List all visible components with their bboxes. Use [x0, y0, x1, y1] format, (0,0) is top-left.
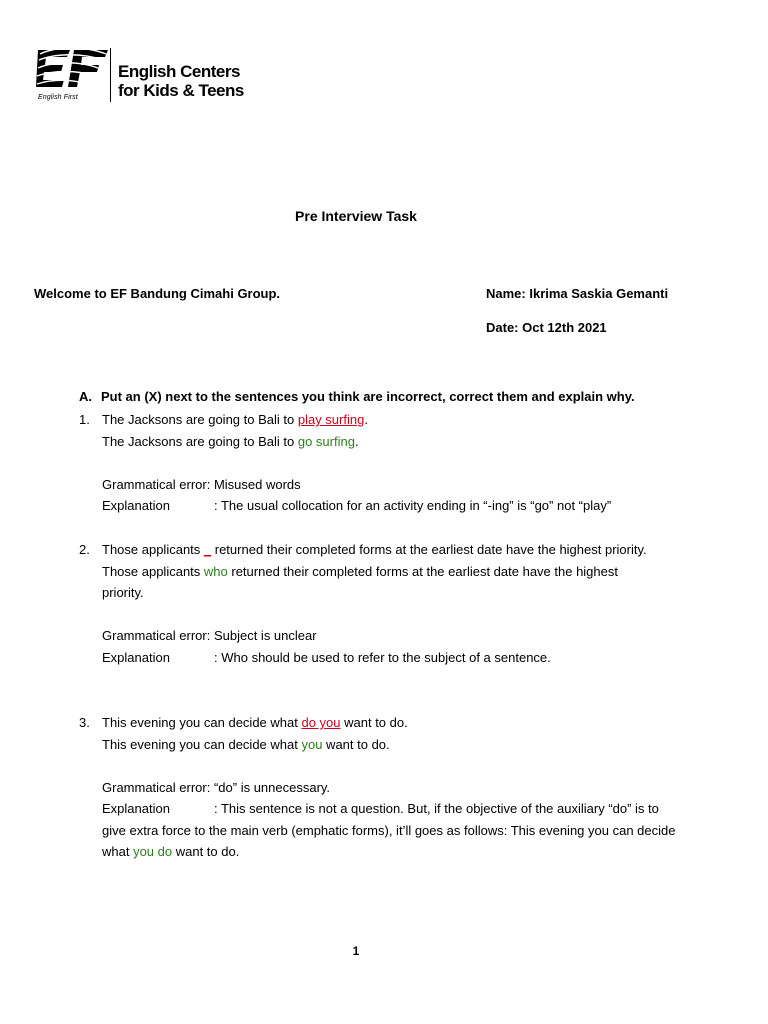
correction-highlight: you do — [133, 844, 173, 859]
explanation-label: Explanation — [102, 498, 170, 513]
welcome-text: Welcome to EF Bandung Cimahi Group. — [34, 286, 281, 301]
item-number: 3. — [79, 715, 90, 730]
sentence-text: Those applicants — [102, 542, 204, 557]
explanation — [102, 798, 680, 863]
error-highlight: play surfing — [297, 412, 365, 427]
sentence-text: returned their completed forms at the earliest date have the highest priority. — [211, 542, 647, 557]
correction-highlight: who — [203, 563, 228, 579]
ef-logo — [36, 44, 276, 106]
item-number: 1. — [79, 412, 90, 427]
incorrect-sentence — [102, 409, 679, 431]
grammatical-error: Grammatical error: Subject is unclear — [102, 628, 317, 643]
page-number: 1 — [352, 944, 360, 958]
explanation-label: Explanation — [102, 801, 170, 816]
corrected-sentence — [102, 431, 679, 453]
sentence-text: . — [364, 412, 368, 427]
explanation-label: Explanation — [102, 649, 170, 665]
sentence-text: . — [354, 433, 359, 449]
explanation-text: : Who should be used to refer to the subject of a sentence. — [214, 649, 551, 665]
sentence-text: want to do. — [340, 715, 408, 730]
logo-wordmark — [118, 62, 244, 100]
sentence-text: The Jacksons are going to Bali to — [102, 412, 298, 427]
section-a-marker: A. — [79, 389, 92, 404]
logo-tagline: English First — [38, 94, 78, 101]
section-a-instructions: Put an (X) next to the sentences you think are incorrect, correct them and explain why. — [101, 389, 635, 404]
logo-divider — [110, 48, 111, 102]
ef-logo-mark — [36, 44, 114, 94]
question-item-2 — [79, 539, 679, 668]
correction-highlight: go surfing — [297, 433, 355, 449]
question-item-3 — [79, 712, 679, 863]
grammatical-error: Grammatical error: “do” is unnecessary. — [102, 779, 331, 795]
sentence-text: The Jacksons are going to Bali to — [102, 433, 298, 449]
name-field: Name: Ikrima Saskia Gemanti — [486, 286, 669, 301]
corrected-sentence — [102, 734, 680, 756]
sentence-text: returned their completed forms at the earliest date have the highest priority. — [102, 563, 618, 600]
explanation — [102, 647, 662, 669]
sentence-text: This evening you can decide what — [102, 736, 302, 752]
question-item-1 — [79, 409, 679, 517]
incorrect-sentence — [102, 712, 680, 734]
sentence-text: want to do. — [322, 736, 390, 752]
logo-text-line1: English Centers — [118, 62, 240, 81]
error-highlight: do you — [301, 715, 341, 730]
page-title: Pre Interview Task — [295, 208, 417, 224]
sentence-text: Those applicants — [102, 563, 204, 579]
sentence-text: This evening you can decide what — [102, 715, 302, 730]
correction-highlight: you — [301, 736, 323, 752]
explanation-text: want to do. — [172, 844, 240, 859]
grammatical-error: Grammatical error: Misused words — [102, 476, 301, 492]
explanation-text: : This sentence is not a question. But, if the objective of the auxiliary “do” is to give extra force to the main verb (emphatic forms), it’ll goes as follows: This evening you can decide what — [102, 801, 676, 859]
corrected-sentence — [102, 561, 662, 604]
section-a-heading — [79, 389, 635, 404]
explanation — [102, 495, 679, 517]
incorrect-sentence — [102, 539, 662, 561]
explanation-text: : The usual collocation for an activity ending in “-ing” is “go” not “play” — [214, 498, 612, 513]
item-number: 2. — [79, 542, 90, 557]
logo-text-line2: for Kids & Teens — [118, 81, 244, 100]
error-highlight: _ — [203, 542, 212, 557]
date-field: Date: Oct 12th 2021 — [486, 320, 607, 335]
